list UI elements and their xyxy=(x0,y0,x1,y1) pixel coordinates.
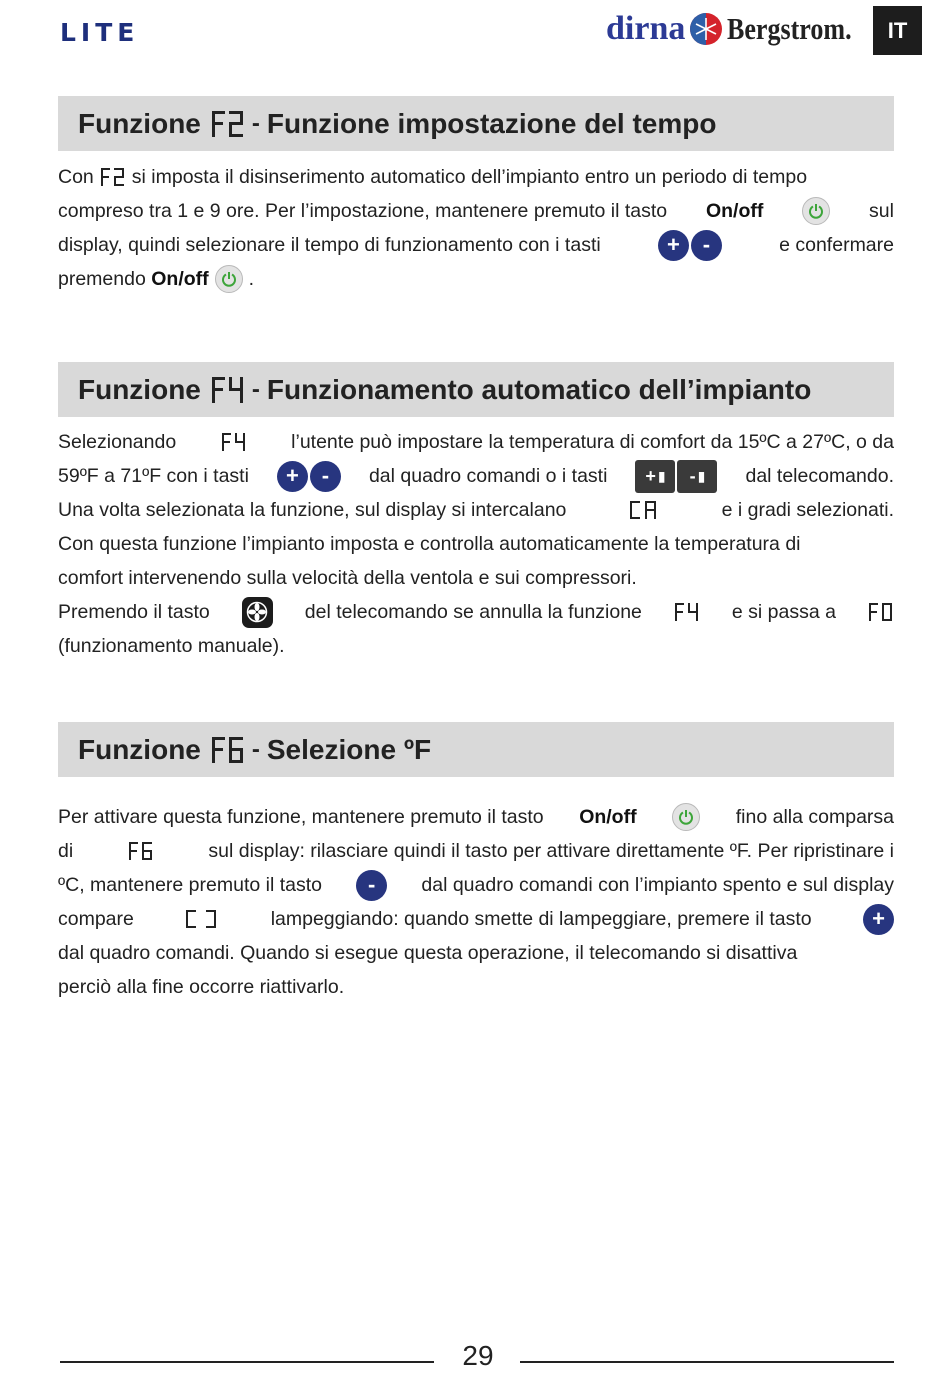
section-f4-heading xyxy=(58,362,894,417)
text: ºC, mantenere premuto il tasto xyxy=(58,874,322,896)
text: comfort intervenendo sulla velocità della ventola e sui compressori. xyxy=(58,567,637,589)
lcd-f2-icon xyxy=(100,167,126,187)
text: compreso tra 1 e 9 ore. Per l’impostazione, mantenere premuto il tasto xyxy=(58,200,668,222)
lcd-code-f6 xyxy=(128,841,154,861)
page-number: 29 xyxy=(462,1340,494,1371)
text: Premendo il tasto xyxy=(58,601,210,623)
text: Con xyxy=(58,166,94,188)
text: sul display: rilasciare quindi il tasto per attivare direttamente ºF. Per ripristinare i xyxy=(208,840,894,862)
plus-minus-buttons xyxy=(658,230,722,261)
text: dal quadro comandi o i tasti xyxy=(368,465,608,487)
heading-label: Funzione xyxy=(78,373,201,405)
text: premendo xyxy=(58,268,146,290)
heading-title: Funzionamento automatico dell’impianto xyxy=(266,373,812,405)
onoff-label: On/off xyxy=(705,200,764,222)
text: e i gradi selezionati. xyxy=(721,499,894,521)
fan-button-icon xyxy=(242,597,273,628)
text: e confermare xyxy=(779,234,894,256)
lcd-bracket-icon xyxy=(185,909,219,929)
footer-rule-left xyxy=(60,1361,434,1363)
text: perciò alla fine occorre riattivarlo. xyxy=(58,976,345,998)
heading-title: Selezione ºF xyxy=(266,733,432,765)
text: dal quadro comandi. Quando si esegue questa operazione, il telecomando si disattiva xyxy=(58,942,798,964)
minus-button-icon: - xyxy=(310,461,341,492)
brand-logo xyxy=(606,6,897,52)
plus-button-icon: + xyxy=(863,904,894,935)
text: (funzionamento manuale). xyxy=(58,635,285,657)
text: compare xyxy=(58,908,134,930)
lcd-ca-icon xyxy=(629,500,659,520)
text: dal quadro comandi con l’impianto spento e sul display xyxy=(421,874,894,896)
onoff-label: On/off xyxy=(151,268,209,290)
section-f6-heading xyxy=(58,722,894,777)
section-f2-heading xyxy=(58,96,894,151)
plus-button-icon: + xyxy=(277,461,308,492)
lcd-code-f0 xyxy=(868,602,894,622)
lcd-f6-icon xyxy=(128,841,154,861)
remote-plus-icon: + ▮ xyxy=(635,460,675,493)
lcd-f4-icon xyxy=(211,376,245,404)
heading-label: Funzione xyxy=(78,733,201,765)
text: si imposta il disinserimento automatico dell’impianto entro un periodo di tempo xyxy=(131,166,808,188)
lcd-code-f4 xyxy=(674,602,700,622)
section-f6-body xyxy=(58,800,894,1004)
remote-minus-icon: - ▮ xyxy=(677,460,717,493)
heading-dash: - xyxy=(251,375,260,403)
plus-minus-buttons xyxy=(277,461,341,492)
heading-title: Funzione impostazione del tempo xyxy=(266,107,717,139)
text: dal telecomando. xyxy=(745,465,894,487)
text: . xyxy=(248,268,255,290)
text: e si passa a xyxy=(731,601,836,623)
lcd-code-f4 xyxy=(211,376,245,404)
remote-buttons xyxy=(635,460,717,493)
series-logo: LITE xyxy=(60,18,140,47)
text: fino alla comparsa xyxy=(735,806,894,828)
power-button-icon xyxy=(672,803,700,831)
text: l’utente può impostare la temperatura di comfort da 15ºC a 27ºC, o da xyxy=(291,431,894,453)
text: Selezionando xyxy=(58,431,177,453)
lcd-code-ca xyxy=(629,500,659,520)
minus-button-icon: - xyxy=(691,230,722,261)
lcd-code-f2 xyxy=(100,167,126,187)
text: sul xyxy=(869,200,894,222)
text: 59ºF a 71ºF con i tasti xyxy=(58,465,249,487)
brand-dirna: dirna xyxy=(606,10,686,47)
heading-dash: - xyxy=(251,109,260,137)
text: di xyxy=(58,840,74,862)
heading-label: Funzione xyxy=(78,107,201,139)
plus-button-icon: + xyxy=(658,230,689,261)
heading-dash: - xyxy=(251,735,260,763)
lcd-f6-icon xyxy=(211,736,245,764)
text: Con questa funzione l’impianto imposta e controlla automaticamente la temperatura di xyxy=(58,533,801,555)
power-button-icon xyxy=(802,197,830,225)
brand-bergstrom: Bergstrom. xyxy=(727,11,852,46)
text: Per attivare questa funzione, mantenere premuto il tasto xyxy=(58,806,544,828)
lcd-f2-icon xyxy=(211,110,245,138)
lcd-code-bracket xyxy=(185,909,219,929)
snowflake-sun-logo-icon xyxy=(689,12,723,46)
lcd-code-f2 xyxy=(211,110,245,138)
power-button-icon xyxy=(215,265,243,293)
minus-button-icon: - xyxy=(356,870,387,901)
footer-rule-right xyxy=(520,1361,894,1363)
text: display, quindi selezionare il tempo di funzionamento con i tasti xyxy=(58,234,601,256)
text: lampeggiando: quando smette di lampeggiare, premere il tasto xyxy=(270,908,812,930)
section-f2-body xyxy=(58,160,894,296)
onoff-label: On/off xyxy=(579,806,637,828)
text: Una volta selezionata la funzione, sul display si intercalano xyxy=(58,499,567,521)
language-badge: IT xyxy=(873,6,922,55)
section-f4-body xyxy=(58,425,894,663)
lcd-code-f6 xyxy=(211,736,245,764)
text: del telecomando se annulla la funzione xyxy=(304,601,642,623)
lcd-f4-icon xyxy=(221,432,247,452)
lcd-code-f4 xyxy=(221,432,247,452)
lcd-f4-icon xyxy=(674,602,700,622)
lcd-f0-icon xyxy=(868,602,894,622)
